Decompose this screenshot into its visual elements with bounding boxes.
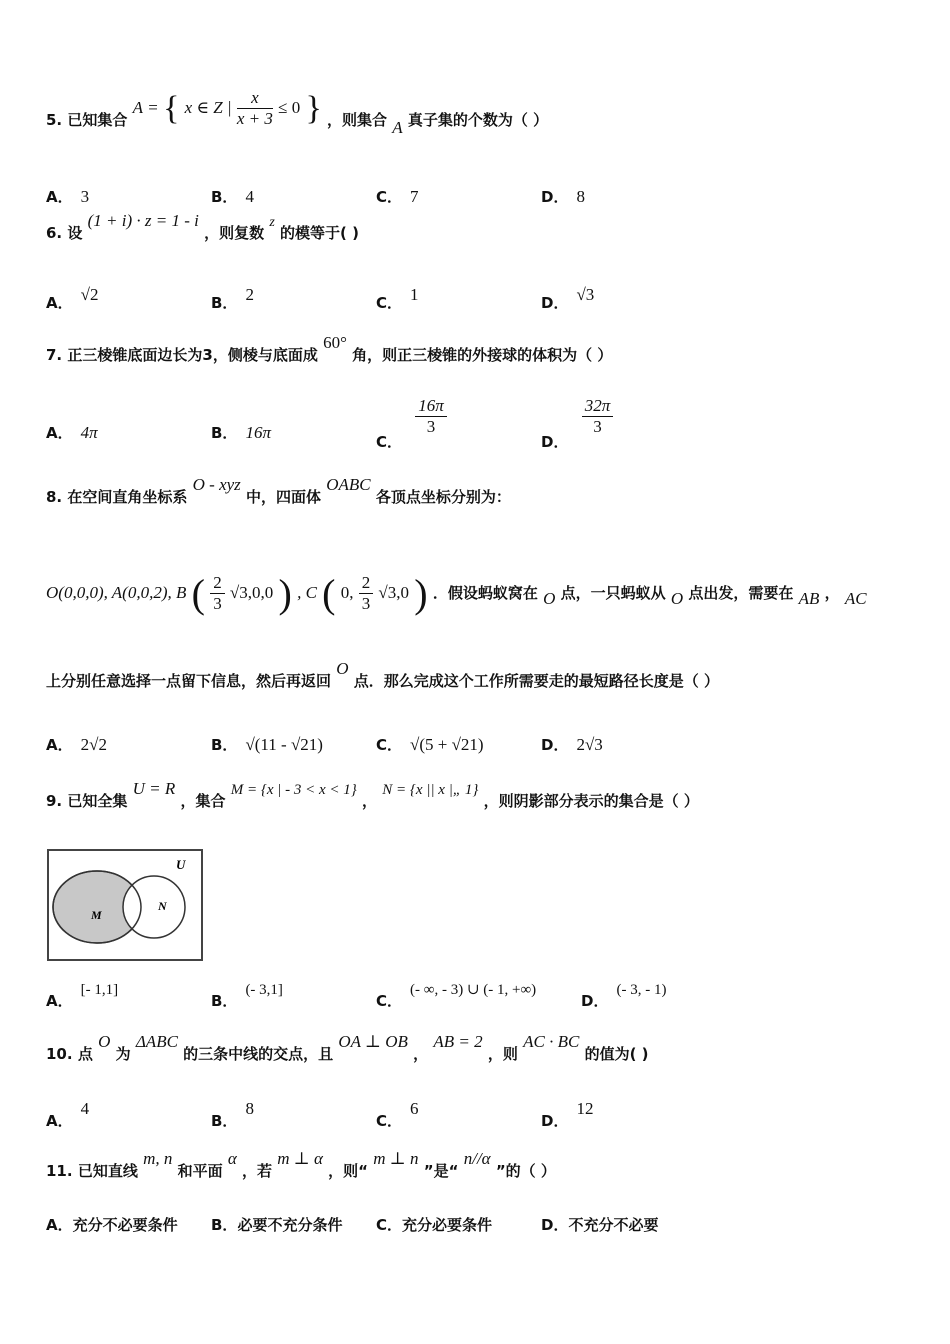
- question-text: 各顶点坐标分别为：: [375, 488, 511, 506]
- coords-c-prefix: , C: [297, 583, 317, 602]
- equation: (1 + i) · z = 1 - i: [87, 211, 199, 230]
- vertex-coordinates: O(0,0,0), A(0,0,2), B ( $\frac{2}{3}$ √3,0,0 ) , C ( 0, $\frac{2}{3}$ √3,0 ) ．假设蚂蚁窝在 O 点，一只蚂蚁从 O 点出发，需要在 AB ， AC: [46, 571, 867, 616]
- label-m: M: [91, 908, 102, 922]
- length-condition: AB = 2: [433, 1032, 483, 1051]
- question-text: 的三条中线的交点，且: [183, 1045, 334, 1063]
- z-symbol: z: [269, 215, 275, 230]
- fraction-numerator: x: [237, 88, 273, 109]
- point-o: O: [336, 659, 349, 678]
- option-a[interactable]: A．4: [46, 1099, 90, 1130]
- options-q10: [46, 1098, 926, 1138]
- set-fraction: [237, 88, 273, 129]
- option-c[interactable]: C． 7: [376, 187, 419, 206]
- question-8: [46, 475, 511, 507]
- tetrahedron-name: OABC: [326, 475, 371, 494]
- option-b[interactable]: B．必要不充分条件: [211, 1216, 343, 1234]
- option-b[interactable]: B．8: [211, 1099, 254, 1130]
- question-text: 已知集合: [67, 111, 128, 129]
- question-text: ，: [362, 792, 378, 810]
- given-condition: m ⊥ α: [277, 1149, 323, 1168]
- question-text: 中，四面体: [246, 488, 322, 506]
- option-d[interactable]: D．12: [541, 1099, 594, 1130]
- option-a[interactable]: A．充分不必要条件: [46, 1216, 178, 1234]
- question-10: [46, 1032, 649, 1064]
- question-text: 已知全集: [67, 792, 128, 810]
- question-6: [46, 211, 359, 243]
- point-o: O: [670, 589, 684, 608]
- option-b[interactable]: B．(- 3,1]: [211, 982, 283, 1010]
- option-c[interactable]: C． √(5 + √21): [376, 735, 484, 754]
- option-d[interactable]: D． 8: [541, 187, 585, 206]
- question-number: 7.: [46, 346, 63, 364]
- question-7: [46, 333, 613, 365]
- question-11: [46, 1149, 556, 1181]
- option-a[interactable]: A．[- 1,1]: [46, 982, 119, 1010]
- question-number: 9.: [46, 792, 63, 810]
- fraction-numerator: 32π: [582, 396, 614, 417]
- option-c[interactable]: C． $\frac{16\pi}{3}$: [376, 396, 447, 437]
- question-8-continued: [46, 659, 719, 691]
- option-b[interactable]: B． √(11 - √21): [211, 735, 323, 754]
- segment-ab: AB: [798, 589, 820, 608]
- question-5: [46, 88, 549, 141]
- point-o: O: [543, 589, 556, 608]
- segment-ac: AC: [844, 589, 867, 608]
- question-number: 11.: [46, 1162, 73, 1180]
- question-text: ，则阴影部分表示的集合是（ ）: [483, 792, 699, 810]
- coords-o-a-b: O(0,0,0), A(0,0,2), B: [46, 583, 187, 602]
- question-9: [46, 779, 699, 811]
- lines-mn: m, n: [143, 1149, 173, 1168]
- question-text: 点．那么完成这个工作所需要走的最短路径长度是（ ）: [353, 672, 719, 690]
- question-text: ，若: [242, 1162, 273, 1180]
- question-number: 6.: [46, 224, 63, 242]
- equals-sign: =: [148, 98, 158, 117]
- question-text: 设: [67, 224, 83, 242]
- label-u: U: [176, 857, 186, 872]
- fraction-denominator: 3: [213, 594, 222, 613]
- question-text: ．假设蚂蚁窝在: [432, 584, 538, 602]
- fraction-denominator: 3: [593, 417, 602, 436]
- option-c[interactable]: C．充分必要条件: [376, 1216, 493, 1234]
- option-a[interactable]: A． √2: [46, 285, 99, 312]
- question-text: ，则“: [328, 1162, 369, 1180]
- left-brace: {: [163, 89, 180, 127]
- options-q8: [46, 734, 926, 774]
- question-text: 为: [115, 1045, 131, 1063]
- option-c[interactable]: C．(- ∞, - 3) ∪ (- 1, +∞): [376, 982, 537, 1010]
- option-b[interactable]: B． 4: [211, 187, 254, 206]
- question-text: ，则复数: [204, 224, 265, 242]
- question-text: ，集合: [180, 792, 226, 810]
- options-q11: [46, 1214, 926, 1254]
- question-text: ，: [824, 584, 840, 602]
- plane-alpha: α: [227, 1149, 237, 1168]
- option-a[interactable]: A． 4π: [46, 423, 98, 442]
- fraction-denominator: 3: [426, 417, 436, 436]
- statement-q: n//α: [463, 1149, 491, 1168]
- coords-c-zero: 0,: [340, 583, 354, 602]
- set-condition: x ∈ Z |: [184, 98, 232, 117]
- option-d[interactable]: D． 2√3: [541, 735, 603, 754]
- option-d[interactable]: D．不充分不必要: [541, 1216, 659, 1234]
- label-n: N: [158, 899, 167, 913]
- option-b[interactable]: B． 2: [211, 285, 254, 312]
- question-text: 的值为( ): [584, 1045, 649, 1063]
- venn-diagram: [47, 849, 203, 961]
- set-a-symbol: A: [392, 118, 403, 137]
- question-text: 已知直线: [77, 1162, 138, 1180]
- question-text: 点，一只蚂蚁从: [560, 584, 666, 602]
- question-text: 点出发，需要在: [688, 584, 794, 602]
- question-text: ，则: [487, 1045, 518, 1063]
- question-text: 在空间直角坐标系: [67, 488, 188, 506]
- statement-p: m ⊥ n: [373, 1149, 419, 1168]
- question-text: 正三棱锥底面边长为3，侧棱与底面成: [67, 346, 318, 364]
- question-text: 上分别任意选择一点留下信息，然后再返回: [46, 672, 332, 690]
- inequality: ≤ 0: [278, 98, 301, 117]
- question-text: ”是“: [423, 1162, 459, 1180]
- question-number: 10.: [46, 1045, 73, 1063]
- vector-bc: BC: [557, 1032, 580, 1051]
- dot-product: [523, 1032, 579, 1051]
- question-number: 5.: [46, 111, 63, 129]
- fraction-numerator: 2: [210, 573, 225, 594]
- coords-b-rest: √3,0,0: [229, 583, 274, 602]
- option-c[interactable]: C．6: [376, 1099, 419, 1130]
- set-a-symbol: A: [132, 98, 144, 117]
- triangle-abc: ΔABC: [135, 1032, 178, 1051]
- question-text: ，: [413, 1045, 429, 1063]
- option-d[interactable]: D．(- 3, - 1): [581, 982, 667, 1010]
- question-text: ”的（ ）: [495, 1162, 556, 1180]
- coords-c-rest: √3,0: [378, 583, 410, 602]
- options-q6: [46, 284, 926, 324]
- fraction-numerator: 16π: [415, 396, 447, 417]
- fraction-denominator: x + 3: [236, 109, 273, 128]
- options-q7: [46, 396, 926, 451]
- options-q9: [46, 978, 926, 1018]
- fraction-denominator: 3: [361, 594, 371, 613]
- point-o: O: [98, 1032, 111, 1051]
- venn-diagram-svg: [47, 849, 203, 961]
- right-brace: }: [305, 89, 322, 127]
- fraction-numerator: 2: [359, 573, 374, 594]
- universal-set: U = R: [132, 779, 176, 798]
- question-text: ，则集合: [327, 111, 388, 129]
- question-text: 的模等于( ): [280, 224, 359, 242]
- perpendicular-condition: OA ⊥ OB: [338, 1032, 408, 1051]
- dot-operator: ·: [544, 1032, 558, 1051]
- question-number: 8.: [46, 488, 63, 506]
- option-a[interactable]: A． 3: [46, 187, 90, 206]
- option-d[interactable]: D． $\frac{32\pi}{3}$: [541, 396, 613, 437]
- question-text: 点: [77, 1045, 93, 1063]
- set-n: N = {x || x |„ 1}: [382, 782, 479, 798]
- question-text: 角，则正三棱锥的外接球的体积为（ ）: [352, 346, 613, 364]
- question-text: 和平面: [177, 1162, 223, 1180]
- option-a[interactable]: A． 2√2: [46, 735, 107, 754]
- vector-ac: AC: [523, 1032, 545, 1051]
- option-d[interactable]: D． √3: [541, 285, 595, 312]
- set-m: M = {x | - 3 < x < 1}: [230, 782, 357, 798]
- angle-value: 60°: [323, 333, 347, 352]
- option-c[interactable]: C． 1: [376, 285, 419, 312]
- coordinate-system: O - xyz: [192, 475, 241, 494]
- question-text: 真子集的个数为（ ）: [407, 111, 549, 129]
- option-b[interactable]: B． 16π: [211, 423, 271, 442]
